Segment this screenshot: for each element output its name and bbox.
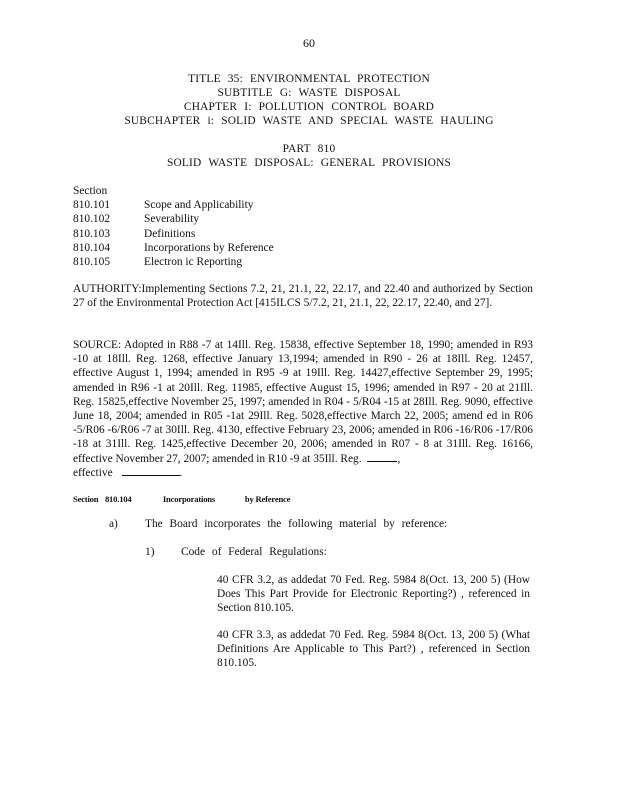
toc-section-title: Electron ic Reporting xyxy=(144,256,243,269)
authority-paragraph: AUTHORITY:Implementing Sections 7.2, 21, 21.1, 22, 22.17, and 22.40 and authorized by Section 27 of the Environmental Protection Act [415ILCS 5/7.2, 21, 21.1, 22, 22.17, 22.40, and 27]. xyxy=(73,283,533,310)
subtitle-heading: SUBTITLE G: WASTE DISPOSAL xyxy=(217,87,401,99)
source-effective-label: effective xyxy=(73,466,113,479)
item-a-text: The Board incorporates the following material by reference: xyxy=(145,518,448,530)
toc-section-number: 810.102 xyxy=(73,213,111,226)
toc-section-number: 810.101 xyxy=(73,199,111,212)
toc-row xyxy=(73,241,274,255)
chapter-heading: CHAPTER I: POLLUTION CONTROL BOARD xyxy=(183,101,435,113)
toc-section-title: Severability xyxy=(144,213,200,226)
source-text: SOURCE: Adopted in R88 -7 at 14Ill. Reg. 15838, effective September 18, 1990; amended in R93 -10 at 18Ill. Reg. 1268, effective January 13,1994; amended in R90 - 26 at 18Ill. Reg. 12457, effective August 1, 1994; amended in R95 -9 at 19Ill. Reg. 14427,effective September 29, 1995; amended in R96 -1 at 20Ill. Reg. 11985, effective August 15, 1996; amended in R97 - 20 at 21Ill. Reg. 15825,effective November 25, 1997; amended in R04 - 5/R04 -15 at 28Ill. Reg. 9090, effective June 18, 2004; amended in R05 -1at 29Ill. Reg. 5028,effective March 22, 2005; amend ed in R06 -5/R06 -6/R06 -7 at 30Ill. Reg. 4130, effective February 23, 2006; amended in R06 -16/R06 -17/R06 -18 at 31Ill. Reg. 1425,effective December 20, 2006; amended in R07 - 8 at 31Ill. Reg. 16166, effective November 27, 2007; amended in R10 -9 at 35Ill. Reg. xyxy=(73,339,533,465)
toc-section-title: Incorporations by Reference xyxy=(144,241,274,254)
title-heading: TITLE 35: ENVIRONMENTAL PROTECTION xyxy=(188,73,430,85)
cfr-entry: 40 CFR 3.3, as addedat 70 Fed. Reg. 5984 8(Oct. 13, 200 5) (What Definitions Are Applicable to This Part?) , referenced in Section 810.105. xyxy=(217,629,530,670)
blank-line xyxy=(367,452,397,462)
toc-row xyxy=(73,198,274,212)
toc-row xyxy=(73,212,274,226)
item-1-marker: 1) xyxy=(145,546,155,558)
section-heading xyxy=(73,492,290,506)
toc-section-title: Definitions xyxy=(144,227,196,240)
item-a-marker: a) xyxy=(109,518,118,530)
section-label: Section xyxy=(73,494,99,504)
part-number: PART 810 xyxy=(282,143,336,155)
source-paragraph: SOURCE: Adopted in R88 -7 at 14Ill. Reg. 15838, effective September 18, 1990; amended in R93 -10 at 18Ill. Reg. 1268, effective January 13,1994; amended in R90 - 26 at 18Ill. Reg. 12457, effective August 1, 1994; amended in R95 -9 at 19Ill. Reg. 14427,effective September 29, 1995; amended in R96 -1 at 20Ill. Reg. 11985, effective August 15, 1996; amended in R97 - 20 at 21Ill. Reg. 15825,effective November 25, 1997; amended in R04 - 5/R04 -15 at 28Ill. Reg. 9090, effective June 18, 2004; amended in R05 -1at 29Ill. Reg. 5028,effective March 22, 2005; amend ed in R06 -5/R06 -6/R06 -7 at 30Ill. Reg. 4130, effective February 23, 2006; amended in R06 -16/R06 -17/R06 -18 at 31Ill. Reg. 1425,effective December 20, 2006; amended in R07 - 8 at 31Ill. Reg. 16166, effective November 27, 2007; amended in R10 -9 at 35Ill. Reg. , effective . xyxy=(73,339,533,479)
blank-line xyxy=(122,466,180,476)
toc-section-number: 810.104 xyxy=(73,241,111,254)
page-number: 60 xyxy=(303,36,315,50)
toc-section-number: 810.103 xyxy=(73,227,111,240)
table-of-contents xyxy=(73,184,274,269)
part-name: SOLID WASTE DISPOSAL: GENERAL PROVISIONS xyxy=(166,157,452,169)
cfr-entry: 40 CFR 3.2, as addedat 70 Fed. Reg. 5984 8(Oct. 13, 200 5) (How Does This Part Provide for Electronic Reporting?) , referenced in Section 810.105. xyxy=(217,574,530,615)
toc-row xyxy=(73,227,274,241)
toc-label: Section xyxy=(73,185,108,197)
toc-section-title: Scope and Applicability xyxy=(144,199,254,212)
item-1-text: Code of Federal Regulations: xyxy=(181,546,327,558)
source-end-comma: , xyxy=(397,452,401,465)
toc-row xyxy=(73,255,274,269)
section-title-part: Incorporations xyxy=(162,494,216,504)
subchapter-heading: SUBCHAPTER i: SOLID WASTE AND SPECIAL WASTE HAULING xyxy=(124,115,494,127)
section-title-part: by Reference xyxy=(244,494,291,504)
section-number: 810.104 xyxy=(104,494,132,504)
toc-section-number: 810.105 xyxy=(73,256,111,269)
